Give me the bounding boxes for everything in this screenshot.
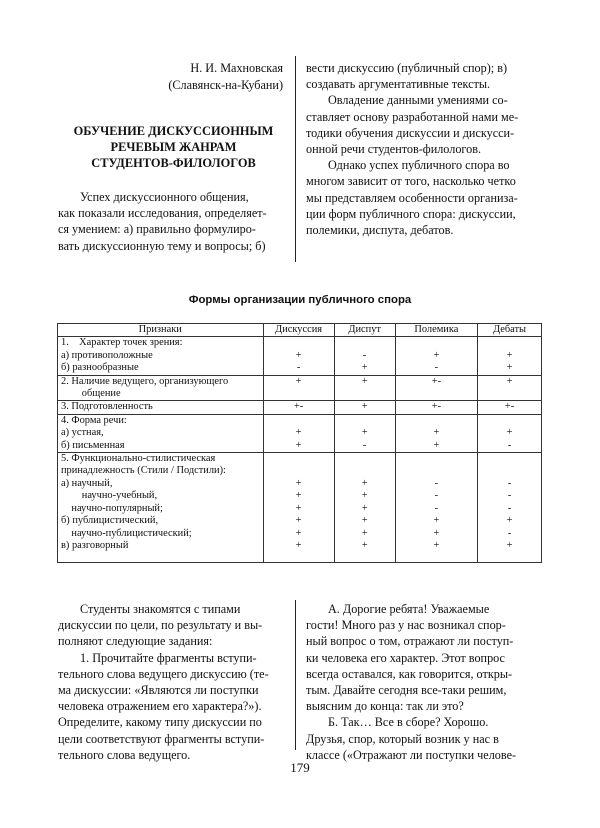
paragraph [58,650,283,763]
table-row [58,540,542,563]
text-line: как показали исследования, определяет- [58,206,267,221]
row-criterion: 4. Форма речи: [58,414,264,427]
text-line: вать дискуссионную тему и вопросы; б) [58,238,266,253]
row-criterion: 2. Наличие ведущего, организующего [58,375,264,388]
row-value: + [478,350,542,362]
row-value: + [478,540,542,563]
row-value: - [395,503,477,515]
text-line: человека отражением его характера?»). [58,699,262,714]
row-value [395,388,477,401]
row-value: - [478,478,542,490]
text-line: 1. Прочитайте фрагменты вступи- [80,650,257,665]
table-row [58,414,542,427]
row-value: + [478,515,542,527]
row-criterion: а) противоположные [58,350,264,362]
text-line: тым. Давайте сегодня все-таки решим, [306,683,507,698]
row-value: + [263,515,334,527]
table-row [58,503,542,515]
text-line: тельного слова ведущего дискуссию (те- [58,666,269,681]
paragraph [306,157,538,238]
text-line: тельного слова ведущего. [58,747,191,762]
text-line: ставляет основу разработанной нами ме- [306,109,519,124]
table-row [58,490,542,502]
row-value: +- [478,401,542,414]
text-line: ся умением: а) правильно формулиро- [58,222,256,237]
row-criterion: общение [58,388,264,401]
text-line: А. Дорогие ребята! Уважаемые [328,602,490,616]
table-row [58,388,542,401]
row-value: + [263,440,334,453]
row-value [395,465,477,477]
row-value: - [395,490,477,502]
row-value [478,388,542,401]
row-criterion: научно-публицистический; [58,528,264,540]
row-value: + [263,528,334,540]
text-line: многом зависит от того, насколько четко [306,174,516,189]
text-line: дискуссии по цели, по результату и вы- [58,618,263,633]
text-line: Определите, какому типу дискуссии по [58,715,262,730]
table-body [58,337,542,563]
row-value: + [263,427,334,439]
col-header-criteria: Признаки [58,324,264,337]
table-row [58,453,542,466]
row-value: + [395,528,477,540]
row-criterion: 1. Характер точек зрения: [58,337,264,350]
row-criterion: 5. Функционально-стилистическая [58,453,264,466]
col-header-discussion: Дискуссия [263,324,334,337]
row-value [478,453,542,466]
row-value: + [263,503,334,515]
row-value: + [395,515,477,527]
table-row [58,478,542,490]
row-value: + [263,375,334,388]
table-row [58,515,542,527]
table-row [58,362,542,375]
row-value: - [395,478,477,490]
row-value [395,337,477,350]
page-number: 179 [290,760,310,775]
row-value: +- [263,401,334,414]
table-header-row [58,324,542,337]
row-value: - [395,362,477,375]
title-line: ОБУЧЕНИЕ ДИСКУССИОННЫМ [73,124,274,138]
row-value: + [334,515,395,527]
author-city: (Славянск-на-Кубани) [168,77,283,92]
table-row [58,401,542,414]
row-value: + [395,350,477,362]
row-value: + [263,478,334,490]
right-column-bottom [306,601,538,763]
row-value: + [478,427,542,439]
row-criterion: а) научный, [58,478,264,490]
paragraph [58,601,283,650]
row-value [334,453,395,466]
row-value: +- [395,375,477,388]
row-value: + [395,540,477,563]
text-line: гости! Много раз у нас возникал спор- [306,618,506,633]
row-criterion: б) разнообразные [58,362,264,375]
row-value [334,414,395,427]
author-name: Н. И. Махновская [190,61,283,75]
row-value: + [478,362,542,375]
left-column-bottom [58,601,283,763]
row-value: + [334,478,395,490]
table-row [58,528,542,540]
text-line: Успех дискуссионного общения, [80,190,249,204]
text-line: ки человека его характер. Этот вопрос [306,650,505,665]
text-line: Студенты знакомятся с типами [80,602,241,616]
row-value [334,337,395,350]
row-value [478,414,542,427]
row-value: + [334,375,395,388]
table-row [58,465,542,477]
row-value: + [395,427,477,439]
row-value: + [334,540,395,563]
row-value [263,465,334,477]
table-row [58,350,542,362]
table-row [58,427,542,439]
right-column-top [306,60,538,238]
row-value [334,388,395,401]
title-line: РЕЧЕВЫМ ЖАНРАМ [110,140,237,154]
text-line: тодики обучения дискуссии и дискусси- [306,125,515,140]
left-column-top [58,60,283,254]
row-value [334,465,395,477]
row-criterion: научно-учебный, [58,490,264,502]
text-line: мы представляем особенности организа- [306,190,518,205]
forms-table [57,323,542,563]
row-value: + [334,490,395,502]
article-title [58,123,283,171]
author-block [58,60,283,93]
row-value [263,388,334,401]
text-line: выясним до конца: так ли это? [306,699,464,714]
row-value [263,453,334,466]
text-line: ный вопрос о том, отражают ли поступ- [306,634,514,649]
text-line: Б. Так… Все в сборе? Хорошо. [328,715,489,730]
row-value: + [263,350,334,362]
row-value: + [334,427,395,439]
row-value: - [334,440,395,453]
row-value [395,414,477,427]
row-value [263,414,334,427]
row-criterion: а) устная, [58,427,264,439]
intro-paragraph [58,189,283,254]
text-line: вести дискуссию (публичный спор); в) [306,61,508,75]
text-line: Овладение данными умениями со- [328,93,508,108]
row-value: - [478,440,542,453]
col-header-dispute: Диспут [334,324,395,337]
row-criterion: в) разговорный [58,540,264,563]
row-value: - [263,362,334,375]
row-value: +- [395,401,477,414]
text-line: Друзья, спор, который возник у нас в [306,731,499,746]
column-divider [295,56,296,262]
text-line: ции форм публичного спора: дискуссии, [306,206,516,221]
table-row [58,337,542,350]
text-line: всегда оставался, как говорится, откры- [306,666,513,681]
text-line: онной речи студентов-филологов. [306,142,482,157]
row-value: + [334,401,395,414]
row-value: + [395,440,477,453]
col-header-polemic: Полемика [395,324,477,337]
text-line: классе («Отражают ли поступки челове- [306,747,517,762]
row-value [395,453,477,466]
row-value: + [334,528,395,540]
column-divider [295,600,296,750]
table-title: Формы организации публичного спора [188,294,412,306]
row-value: + [334,362,395,375]
row-value: + [478,375,542,388]
row-criterion: научно-популярный; [58,503,264,515]
row-criterion: 3. Подготовленность [58,401,264,414]
table-row [58,440,542,453]
row-value: + [334,503,395,515]
row-value [478,337,542,350]
row-criterion: б) публицистический, [58,515,264,527]
text-line: ма дискуссии: «Являются ли поступки [58,683,259,698]
paragraph [306,92,538,157]
table-row [58,375,542,388]
paragraph [306,714,538,763]
col-header-debates: Дебаты [478,324,542,337]
paragraph [306,60,538,92]
paragraph [306,601,538,714]
row-value: + [263,490,334,502]
row-criterion: принадлежность (Стили / Подстили): [58,465,264,477]
title-line: СТУДЕНТОВ-ФИЛОЛОГОВ [91,156,256,170]
row-value [263,337,334,350]
row-value: + [263,540,334,563]
row-value: - [478,490,542,502]
row-value: - [478,528,542,540]
text-line: полемики, диспута, дебатов. [306,223,454,238]
row-value: - [478,503,542,515]
text-line: создавать аргументативные тексты. [306,77,491,92]
row-value [478,465,542,477]
row-value: - [334,350,395,362]
text-line: цели соответствуют фрагменты вступи- [58,731,265,746]
text-line: полняют следующие задания: [58,634,213,649]
row-criterion: б) письменная [58,440,264,453]
text-line: Однако успех публичного спора во [328,158,510,173]
